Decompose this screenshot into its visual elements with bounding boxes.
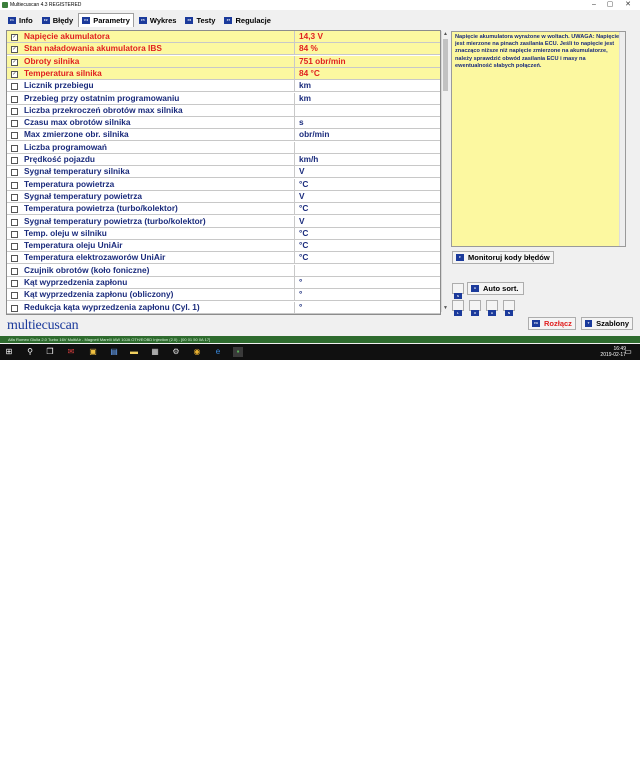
parameter-checkbox[interactable]: ✓: [12, 58, 17, 65]
parameter-row[interactable]: [7, 105, 440, 117]
parameter-row[interactable]: [7, 216, 440, 228]
multiecuscan-logo: multiecuscan: [7, 318, 79, 333]
parameter-row[interactable]: [7, 43, 440, 55]
column-divider: [294, 31, 295, 42]
app-icon: [2, 2, 8, 8]
monitor-errors-button[interactable]: [452, 251, 554, 264]
templates-button[interactable]: [581, 317, 633, 330]
parameter-name: Obroty silnika: [24, 55, 80, 66]
parameter-checkbox[interactable]: [11, 243, 18, 250]
tab-parameters[interactable]: [78, 13, 134, 27]
parameter-row[interactable]: [7, 265, 440, 277]
tab-info[interactable]: [4, 13, 37, 28]
parameter-name: Temp. oleju w silniku: [24, 227, 107, 238]
small-button-a[interactable]: [486, 300, 498, 315]
maximize-button[interactable]: ▢: [606, 1, 614, 8]
parameter-value: s: [299, 117, 304, 128]
fkey-icon: F6: [185, 17, 193, 24]
parameter-checkbox[interactable]: [11, 305, 18, 312]
parameter-checkbox[interactable]: [11, 83, 18, 90]
parameter-checkbox[interactable]: ✓: [12, 46, 17, 53]
parameter-checkbox[interactable]: ✓: [12, 70, 17, 77]
parameter-checkbox[interactable]: [11, 169, 18, 176]
parameter-value: V: [299, 215, 305, 226]
column-divider: [294, 56, 295, 67]
parameter-name: Temperatura powietrza (turbo/kolektor): [24, 203, 178, 214]
parameter-name: Max zmierzone obr. silnika: [24, 129, 129, 140]
parameter-name: Liczba programowań: [24, 141, 107, 152]
tools-icon[interactable]: ⚙: [172, 347, 180, 356]
parameter-checkbox[interactable]: [11, 132, 18, 139]
column-divider: [294, 117, 295, 128]
parameter-row[interactable]: [7, 228, 440, 240]
clock-time: 16:49: [613, 346, 626, 352]
column-divider: [294, 80, 295, 91]
parameter-value: V: [299, 166, 305, 177]
parameter-name: Temperatura silnika: [24, 67, 102, 78]
fkey-icon: U: [471, 310, 479, 316]
parameter-value: °C: [299, 227, 309, 238]
parameter-value: °: [299, 289, 303, 300]
fkey-icon: F5: [139, 17, 147, 24]
parameter-value: km: [299, 80, 311, 91]
parameter-checkbox[interactable]: [11, 120, 18, 127]
parameter-row[interactable]: [7, 179, 440, 191]
fkey-icon: F1: [8, 17, 16, 24]
multiecuscan-taskbar-icon[interactable]: ▪: [233, 347, 243, 357]
parameter-name: Temperatura elektrozaworów UniAir: [24, 252, 166, 263]
tab-label: Parametry: [93, 16, 130, 25]
small-button-l[interactable]: [452, 300, 464, 315]
parameter-value: 84 °C: [299, 67, 320, 78]
parameter-name: Przebieg przy ostatnim programowaniu: [24, 92, 180, 103]
column-divider: [294, 277, 295, 288]
parameter-value: °: [299, 277, 303, 287]
parameter-row[interactable]: [7, 117, 440, 129]
multiecuscan-window: [0, 0, 640, 344]
column-divider: [294, 43, 295, 54]
parameter-row[interactable]: [7, 289, 440, 301]
parameter-name: Temperatura powietrza: [24, 178, 115, 189]
tab-label: Regulacje: [235, 16, 271, 25]
calculator-icon[interactable]: ▦: [151, 347, 159, 356]
parameter-checkbox[interactable]: [11, 219, 18, 226]
parameter-name: Sygnał temperatury powietrza: [24, 190, 143, 201]
fkey-icon: A: [471, 285, 479, 292]
column-divider: [294, 265, 295, 276]
parameter-row[interactable]: [7, 68, 440, 80]
parameter-value: 14,3 V: [299, 31, 323, 41]
parameter-row[interactable]: [7, 252, 440, 264]
parameter-value: °: [299, 301, 303, 312]
fkey-icon: F9: [532, 320, 540, 327]
parameter-row[interactable]: [7, 56, 440, 68]
parameter-row[interactable]: [7, 154, 440, 166]
parameter-row[interactable]: [7, 302, 440, 314]
tab-bar: [4, 13, 276, 27]
status-bar: Alfa Romeo Giulia 2.0 Turbo 16V MultiAir - Magneti Marelli IAW 10JA OTH/EOBD Injection (2.0) - [00 01 50 0A 17]: [0, 336, 640, 343]
edge-icon[interactable]: e: [215, 347, 221, 356]
parameter-row[interactable]: [7, 191, 440, 203]
fkey-icon: F: [456, 254, 464, 261]
tab-label: Info: [19, 16, 33, 25]
parameter-checkbox[interactable]: [11, 255, 18, 262]
windows-taskbar: [0, 344, 640, 360]
fkey-icon: F2: [42, 17, 50, 24]
sort-button[interactable]: [452, 283, 464, 298]
column-divider: [294, 179, 295, 190]
folder-icon[interactable]: ▬: [130, 347, 138, 356]
scroll-thumb[interactable]: [443, 39, 448, 91]
tab-label: Testy: [196, 16, 216, 25]
parameter-value: 84 %: [299, 43, 318, 54]
chrome-icon[interactable]: ◉: [193, 347, 201, 356]
parameter-name: Prędkość pojazdu: [24, 154, 96, 164]
fkey-icon: T: [585, 320, 592, 327]
parameter-value: obr/min: [299, 129, 330, 140]
column-divider: [294, 302, 295, 313]
fkey-icon: F7: [224, 17, 232, 24]
small-button-n[interactable]: [503, 300, 515, 315]
parameter-row[interactable]: [7, 129, 440, 141]
parameter-row[interactable]: [7, 203, 440, 215]
tab-tests[interactable]: [181, 13, 219, 28]
auto-sort-button[interactable]: [467, 282, 524, 295]
parameter-row[interactable]: [7, 142, 440, 154]
button-label: Monitoruj kody błędów: [468, 253, 550, 262]
column-divider: [294, 142, 295, 153]
search-icon[interactable]: ⚲: [27, 347, 33, 356]
parameter-row[interactable]: [7, 31, 440, 43]
parameter-checkbox[interactable]: [11, 145, 18, 152]
clock-date: 2019-02-17: [600, 352, 626, 358]
parameter-row[interactable]: [7, 240, 440, 252]
parameter-checkbox[interactable]: [11, 157, 18, 164]
parameter-name: Kąt wyprzedzenia zapłonu (obliczony): [24, 289, 174, 300]
fkey-icon: S: [454, 293, 462, 299]
description-scrollbar[interactable]: [619, 32, 625, 246]
parameter-value: km: [299, 92, 311, 103]
parameter-row[interactable]: [7, 93, 440, 105]
parameter-checkbox[interactable]: [11, 194, 18, 201]
title-bar: [0, 0, 640, 10]
parameter-value: 751 obr/min: [299, 55, 346, 66]
small-button-u[interactable]: [469, 300, 481, 315]
column-divider: [294, 216, 295, 227]
close-button[interactable]: ✕: [625, 1, 631, 8]
tab-errors[interactable]: [38, 13, 77, 28]
parameter-name: Napięcie akumulatora: [24, 31, 110, 41]
parameter-description-panel: [451, 31, 626, 247]
parameter-row[interactable]: [7, 277, 440, 289]
store-icon[interactable]: ▣: [89, 347, 97, 356]
parameter-checkbox[interactable]: [11, 206, 18, 213]
task-view-icon[interactable]: ❐: [46, 347, 54, 356]
minimize-button[interactable]: –: [592, 1, 596, 8]
parameter-name: Sygnał temperatury powietrza (turbo/kolektor): [24, 215, 206, 226]
column-divider: [294, 240, 295, 251]
column-divider: [294, 93, 295, 104]
parameter-checkbox[interactable]: [11, 231, 18, 238]
parameter-checkbox[interactable]: [11, 108, 18, 115]
windows-start-icon[interactable]: ⊞: [5, 347, 13, 356]
parameter-name: Czujnik obrotów (koło foniczne): [24, 264, 150, 275]
fkey-icon: F4: [82, 17, 90, 24]
explorer-icon[interactable]: ▤: [110, 347, 118, 356]
parameter-name: Kąt wyprzedzenia zapłonu: [24, 277, 128, 287]
parameter-name: Liczba przekroczeń obrotów max silnika: [24, 104, 183, 115]
parameter-value: km/h: [299, 154, 319, 164]
button-label: Szablony: [596, 319, 629, 328]
parameters-table: [6, 30, 441, 315]
parameter-value: °C: [299, 178, 309, 189]
button-label: Auto sort.: [483, 284, 519, 293]
parameter-value: °C: [299, 240, 309, 251]
parameter-value: V: [299, 190, 305, 201]
parameter-checkbox[interactable]: ✓: [12, 34, 17, 40]
button-label: Rozłącz: [544, 319, 572, 328]
column-divider: [294, 129, 295, 140]
mail-app-icon[interactable]: ✉: [67, 347, 75, 356]
fkey-icon: L: [454, 310, 462, 316]
column-divider: [294, 289, 295, 300]
disconnect-button[interactable]: [528, 317, 576, 330]
parameter-name: Redukcja kąta wyprzedzenia zapłonu (Cyl. 1): [24, 301, 200, 312]
parameter-checkbox[interactable]: [11, 280, 18, 287]
scroll-down-icon[interactable]: ▼: [443, 305, 448, 311]
fkey-icon: A: [488, 310, 496, 316]
column-divider: [294, 166, 295, 177]
column-divider: [294, 203, 295, 214]
column-divider: [294, 191, 295, 202]
parameter-checkbox[interactable]: [11, 96, 18, 103]
tab-chart[interactable]: [135, 13, 181, 28]
tab-label: Wykres: [149, 16, 177, 25]
parameter-name: Stan naładowania akumulatora IBS: [24, 43, 162, 54]
column-divider: [294, 105, 295, 116]
parameter-row[interactable]: [7, 80, 440, 92]
column-divider: [294, 154, 295, 165]
tab-label: Błędy: [52, 16, 74, 25]
parameter-checkbox[interactable]: [11, 182, 18, 189]
parameter-name: Temperatura oleju UniAir: [24, 240, 123, 251]
parameter-name: Czasu max obrotów silnika: [24, 117, 131, 128]
parameter-row[interactable]: [7, 166, 440, 178]
tab-adjustments[interactable]: [220, 13, 274, 28]
column-divider: [294, 252, 295, 263]
column-divider: [294, 68, 295, 79]
parameter-value: °C: [299, 252, 309, 263]
parameter-value: °C: [299, 203, 309, 214]
parameter-name: Sygnał temperatury silnika: [24, 166, 130, 177]
parameter-description: Napięcie akumulatora wyrażone w woltach. UWAGA: Napięcie jest mierzone na pinach zasilania ECU. Jeśli to napięcie jest znacząco niższe niż napięcie zmierzone na akumulatorze, należy sprawdzić obwód zasilania ECU i masy na ewentualność słabych połączeń.: [455, 34, 620, 69]
parameters-scrollbar[interactable]: [441, 31, 449, 312]
column-divider: [294, 228, 295, 239]
notifications-icon[interactable]: ▭: [624, 347, 632, 356]
fkey-icon: N: [505, 310, 513, 316]
parameter-checkbox[interactable]: [11, 268, 18, 275]
window-title: Multiecuscan 4.3 REGISTERED: [10, 2, 82, 8]
parameter-checkbox[interactable]: [11, 292, 18, 299]
parameter-name: Licznik przebiegu: [24, 80, 94, 91]
scroll-up-icon[interactable]: ▲: [443, 31, 448, 37]
